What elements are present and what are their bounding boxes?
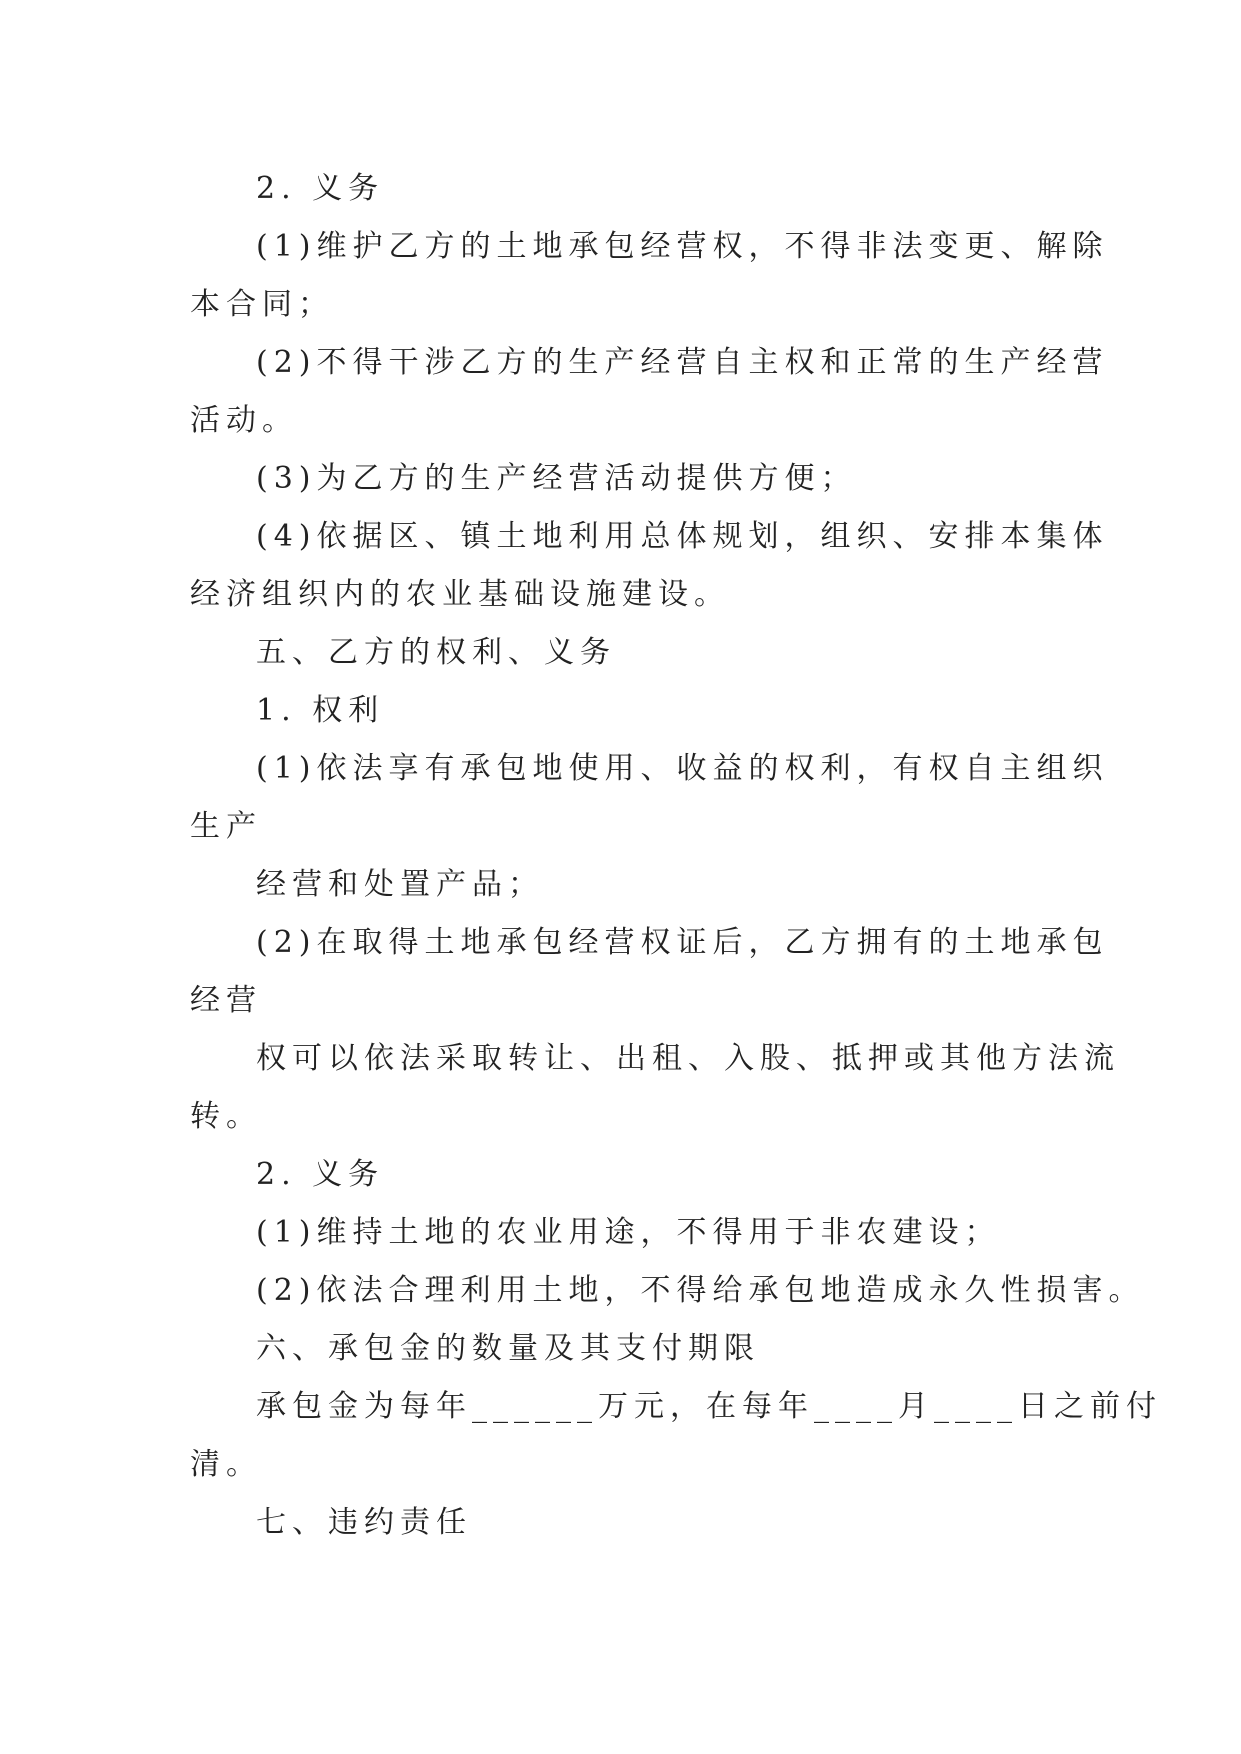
- paragraph-line: 本合同；: [190, 287, 334, 322]
- paragraph-line: 承包金为每年______万元，在每年____月____日之前付: [256, 1389, 1162, 1424]
- paragraph-line: (1)维护乙方的土地承包经营权，不得非法变更、解除: [256, 229, 1109, 264]
- paragraph-line: (2)不得干涉乙方的生产经营自主权和正常的生产经营: [256, 345, 1109, 380]
- section-heading: 五、乙方的权利、义务: [256, 635, 616, 670]
- paragraph-line: 2. 义务: [256, 171, 385, 206]
- paragraph-line: 活动。: [190, 403, 298, 438]
- paragraph-line: 经营: [190, 983, 262, 1018]
- paragraph-line: (4)依据区、镇土地利用总体规划，组织、安排本集体: [256, 519, 1109, 554]
- paragraph-line: (3)为乙方的生产经营活动提供方便；: [256, 461, 857, 496]
- paragraph-line: 清。: [190, 1447, 262, 1482]
- paragraph-line: (2)依法合理利用土地，不得给承包地造成永久性损害。: [256, 1273, 1145, 1308]
- section-heading: 六、承包金的数量及其支付期限: [256, 1331, 760, 1366]
- subsection-heading: 2. 义务: [256, 1157, 385, 1192]
- paragraph-line: 生产: [190, 809, 262, 844]
- paragraph-line: 权可以依法采取转让、出租、入股、抵押或其他方法流: [256, 1041, 1120, 1076]
- section-heading: 七、违约责任: [256, 1505, 472, 1540]
- subsection-heading: 1. 权利: [256, 693, 385, 728]
- paragraph-line: (2)在取得土地承包经营权证后，乙方拥有的土地承包: [256, 925, 1109, 960]
- paragraph-line: 经营和处置产品；: [256, 867, 544, 902]
- paragraph-line: (1)依法享有承包地使用、收益的权利，有权自主组织: [256, 751, 1109, 786]
- paragraph-line: 经济组织内的农业基础设施建设。: [190, 577, 730, 612]
- paragraph-line: (1)维持土地的农业用途，不得用于非农建设；: [256, 1215, 1001, 1250]
- document-body: [190, 160, 1162, 1552]
- paragraph-line: 转。: [190, 1099, 262, 1134]
